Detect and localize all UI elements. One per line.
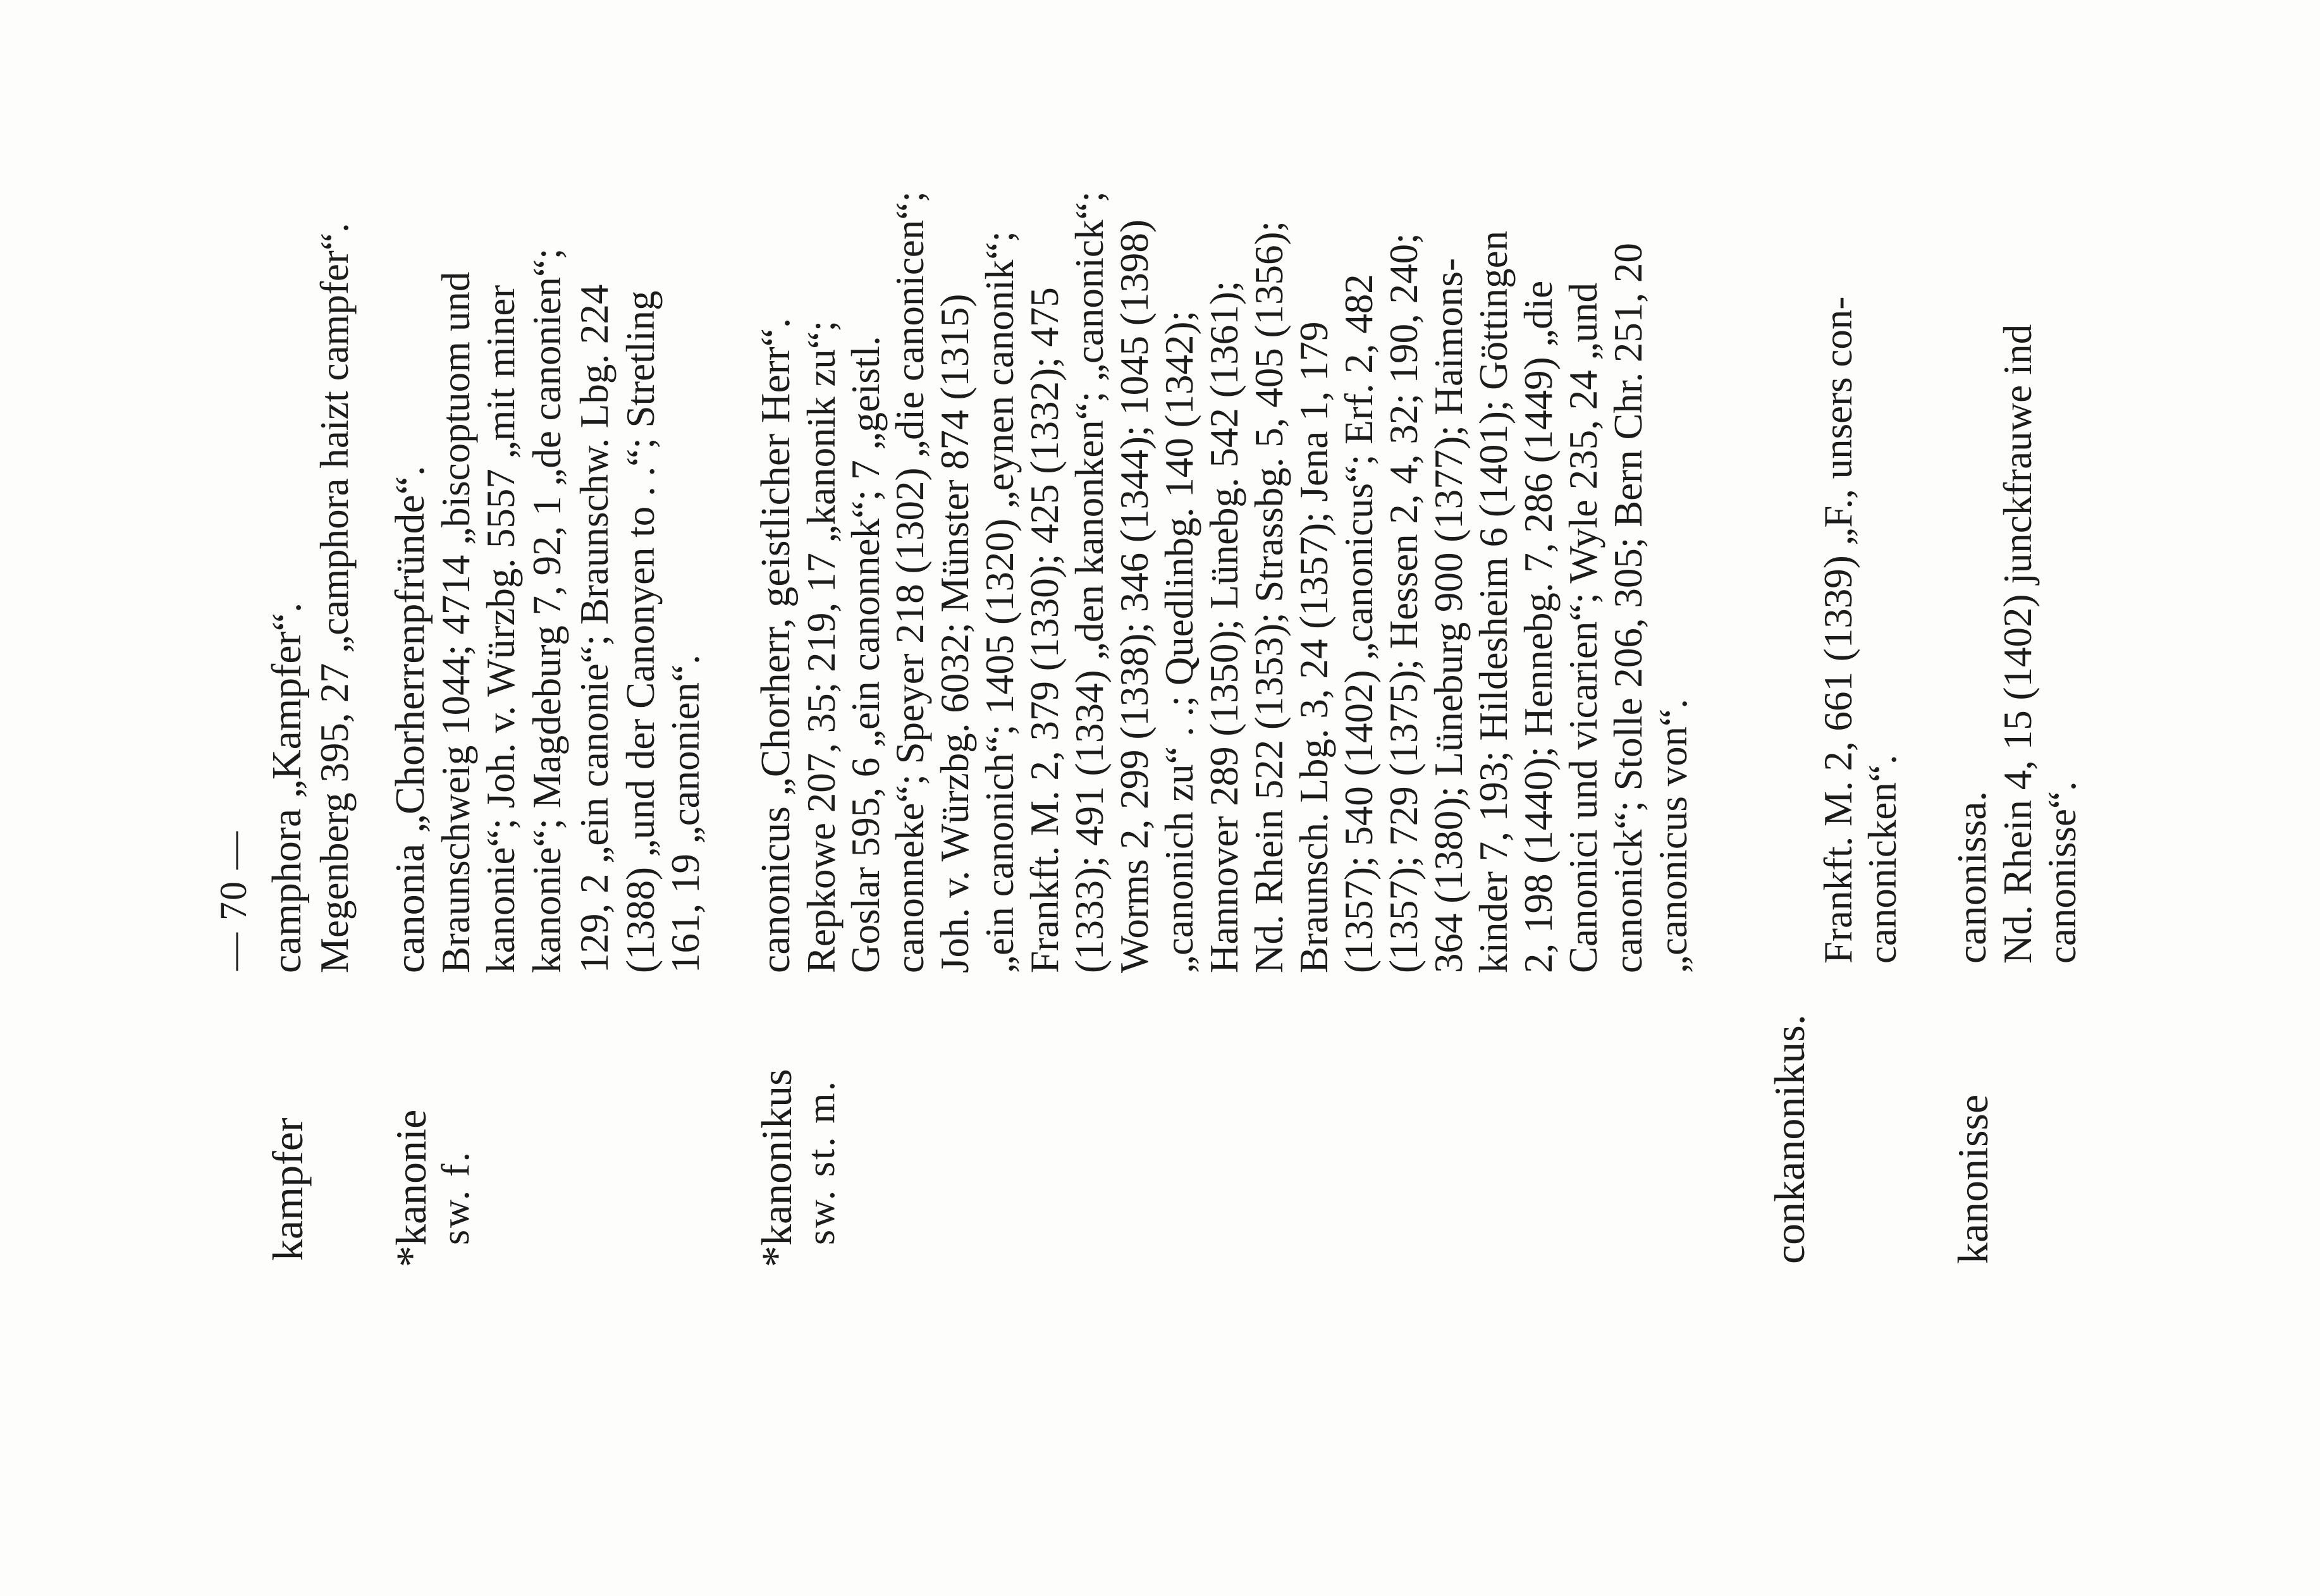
entry-line: (1357); 540 (1402) „canonicus“; Erf. 2, 482	[1337, 274, 1381, 973]
entry-conkanonikus	[1765, 0, 1907, 1596]
entry-line: Repkowe 207, 35; 219, 17 „kanonik zu“;	[799, 320, 844, 973]
entry-definition: canonicus „Chorherr, geistlicher Herr“.	[752, 317, 799, 973]
entry-headword: *kanonikus	[752, 1069, 801, 1267]
entry-line: kinder 7, 193; Hildesheim 6 (1401); Göttingen	[1471, 230, 1516, 973]
entry-line: kanonie“; Joh. v. Würzbg. 5557 „mit miner	[479, 285, 523, 973]
entry-line: Worms 2, 299 (1338); 346 (1344); 1045 (1398)	[1112, 219, 1157, 973]
entry-grammar: sw. st. m.	[800, 1079, 843, 1245]
entry-line: Canonici und vicarien“; Wyle 235, 24 „und	[1561, 282, 1605, 973]
entry-line: (1388) „und der Canonyen to . .“; Stretling	[618, 290, 663, 973]
entry-kanonisse	[1935, 0, 2084, 1596]
entry-line: Hannover 289 (1350); Lünebg. 542 (1361);	[1202, 280, 1246, 973]
entry-line: canonisse“.	[2040, 781, 2084, 964]
entry-line: „canonich zu“ . .; Quedlinbg. 140 (1342);	[1157, 310, 1201, 973]
entry-headword: kanonisse	[1949, 1094, 1997, 1264]
entry-line: „canonicus von“.	[1651, 699, 1695, 973]
entry-line: kanonie“; Magdeburg 7, 92, 1 „de canonien“;	[525, 248, 569, 973]
entry-line: Goslar 595, 6 „ein canonnek“; 7 „geistl.	[844, 336, 888, 973]
entry-line: 129, 2 „ein canonie“; Braunschw. Lbg. 224	[572, 284, 617, 973]
entry-headword: *kanonie	[387, 1109, 435, 1267]
entry-kanonikus	[739, 0, 1738, 1596]
entry-line: (1333); 491 (1334) „den kanonken“; „canonick“;	[1067, 191, 1112, 973]
entry-line: canonicken“.	[1860, 754, 1905, 964]
entry-line: canonneke“; Speyer 218 (1302) „die canonicen“;	[888, 191, 932, 973]
entry-line: 364 (1380); Lüneburg 900 (1377); Haimons-	[1427, 258, 1471, 973]
entry-line: Braunsch. Lbg. 3, 24 (1357); Jena 1, 179	[1292, 321, 1336, 973]
entry-line: Nd. Rhein 4, 15 (1402) junckfrauwe ind	[1996, 324, 2040, 964]
entry-definition: camphora „Kampfer“.	[264, 602, 310, 973]
entry-definition: canonissa.	[1949, 790, 1995, 964]
entry-kampfer	[250, 0, 389, 1596]
entry-line: „ein canonich“; 1405 (1320) „eynen canonik“;	[978, 231, 1022, 973]
entry-definition: canonia „Chorherrenpfründe“.	[387, 465, 433, 973]
entry-line: Joh. v. Würzbg. 6032; Münster 874 (1315)	[933, 293, 977, 973]
entry-line: Frankft. M. 2, 379 (1330); 425 (1332); 475	[1022, 287, 1067, 973]
entry-line: Megenberg 395, 27 „camphora haizt campfer“.	[312, 223, 357, 973]
entry-line: Nd. Rhein 522 (1353); Strassbg. 5, 405 (1356);	[1247, 221, 1291, 973]
entry-headword: kampfer	[264, 1117, 312, 1261]
entry-kanonie	[373, 0, 727, 1596]
entry-headword: conkanonikus.	[1765, 1014, 1814, 1264]
entry-line: Braunschweig 1044; 4714 „biscoptuom und	[434, 271, 478, 973]
entry-line: canonick“; Stolle 206, 305; Bern Chr. 251, 20	[1606, 243, 1650, 973]
entry-line: Frankft. M. 2, 661 (1339) „F., unsers con-	[1816, 296, 1860, 964]
entry-line: 161, 19 „canonien“.	[663, 654, 708, 973]
entry-line: 2, 198 (1440); Hennebg. 7, 286 (1449) „die	[1516, 280, 1561, 973]
page-number: — 70 —	[212, 830, 254, 971]
entry-grammar: sw. f.	[434, 1150, 477, 1245]
entry-line: (1357); 729 (1375); Hessen 2, 4, 32; 190, 240;	[1382, 233, 1426, 973]
